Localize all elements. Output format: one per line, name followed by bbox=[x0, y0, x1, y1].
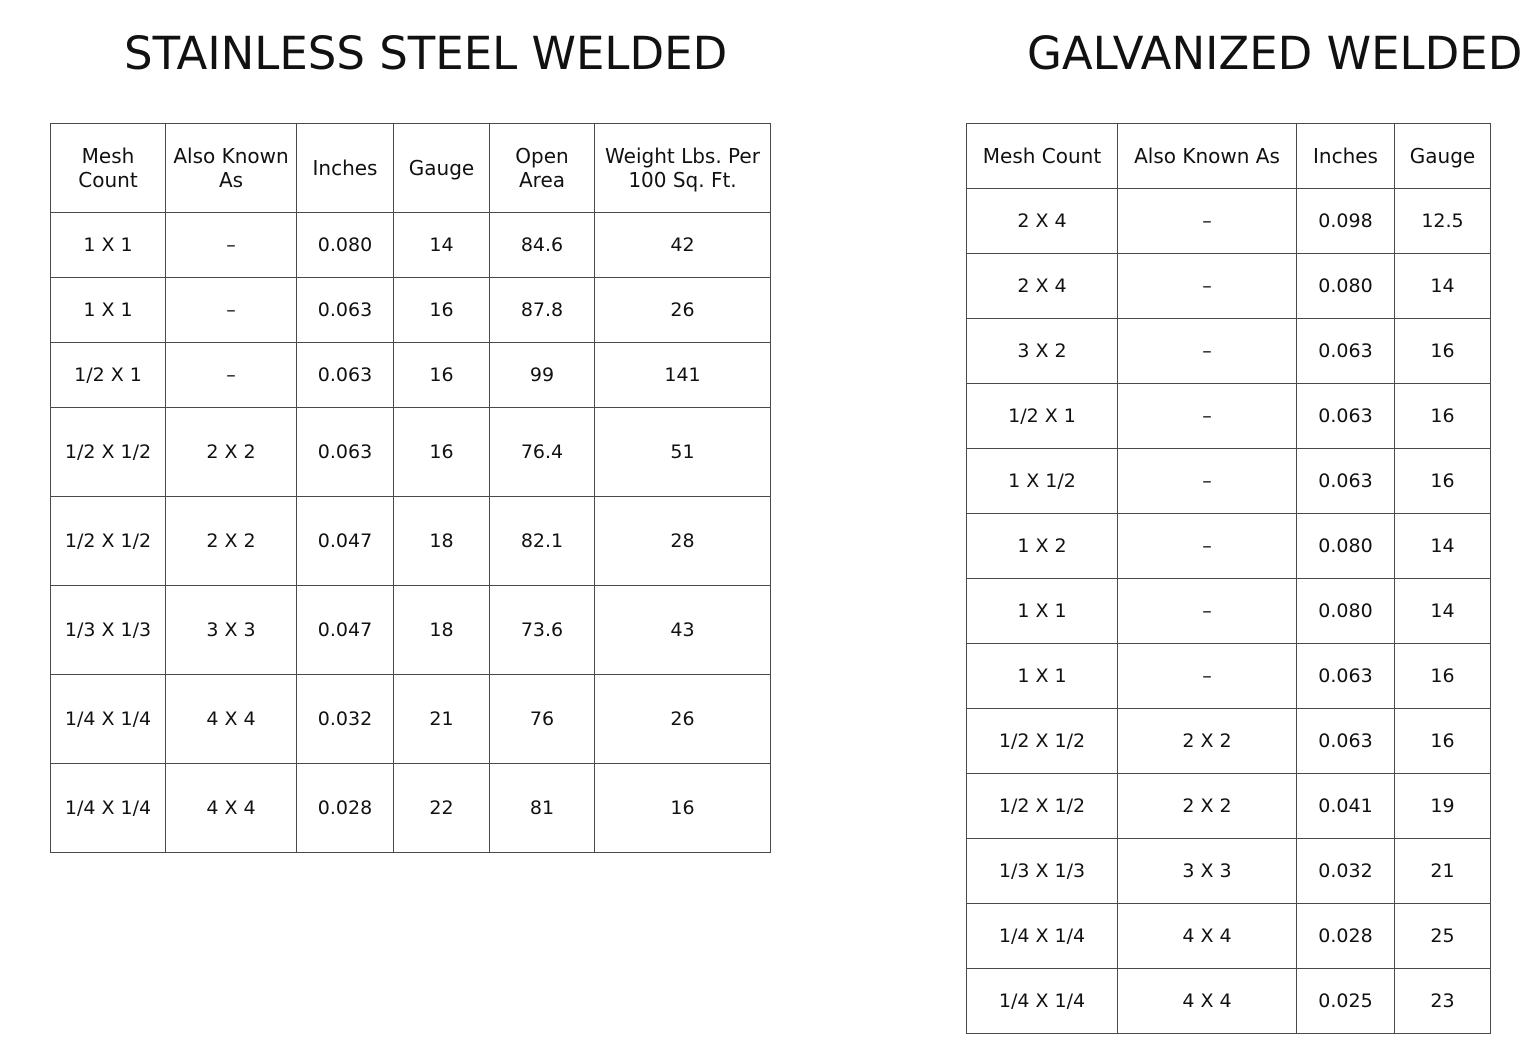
table-cell: 16 bbox=[1395, 644, 1491, 709]
table-cell: 21 bbox=[394, 675, 490, 764]
table-header-row bbox=[51, 124, 771, 213]
table-row bbox=[967, 774, 1491, 839]
table-cell: 1/4 X 1/4 bbox=[51, 675, 166, 764]
table-cell: 0.080 bbox=[297, 213, 394, 278]
table-row bbox=[967, 514, 1491, 579]
table-cell: 16 bbox=[394, 343, 490, 408]
table-cell: 1/2 X 1/2 bbox=[51, 497, 166, 586]
table-cell: 3 X 3 bbox=[1118, 839, 1297, 904]
table-cell: 1/2 X 1/2 bbox=[967, 774, 1118, 839]
column-header: Also Known As bbox=[1118, 124, 1297, 189]
table-cell: 87.8 bbox=[490, 278, 595, 343]
table-cell: 1/4 X 1/4 bbox=[967, 969, 1118, 1034]
galvanized-table bbox=[966, 123, 1491, 1034]
table-cell: 16 bbox=[1395, 319, 1491, 384]
table-cell: 4 X 4 bbox=[1118, 904, 1297, 969]
table-cell: – bbox=[1118, 644, 1297, 709]
table-cell: 1/2 X 1/2 bbox=[967, 709, 1118, 774]
table-row bbox=[967, 449, 1491, 514]
table-cell: 14 bbox=[1395, 579, 1491, 644]
table-cell: 1 X 2 bbox=[967, 514, 1118, 579]
table-cell: 0.080 bbox=[1297, 514, 1395, 579]
table-cell: 0.063 bbox=[297, 343, 394, 408]
table-cell: 2 X 2 bbox=[166, 408, 297, 497]
table-cell: 1/3 X 1/3 bbox=[967, 839, 1118, 904]
table-cell: 0.063 bbox=[1297, 319, 1395, 384]
table-cell: – bbox=[1118, 449, 1297, 514]
table-cell: 1 X 1 bbox=[51, 278, 166, 343]
table-cell: – bbox=[166, 213, 297, 278]
table-cell: 18 bbox=[394, 497, 490, 586]
table-cell: 12.5 bbox=[1395, 189, 1491, 254]
table-row bbox=[51, 278, 771, 343]
column-header: Gauge bbox=[1395, 124, 1491, 189]
table-row bbox=[51, 764, 771, 853]
table-cell: 1/4 X 1/4 bbox=[967, 904, 1118, 969]
table-cell: 0.063 bbox=[1297, 644, 1395, 709]
table-cell: 26 bbox=[595, 278, 771, 343]
column-header: Weight Lbs. Per 100 Sq. Ft. bbox=[595, 124, 771, 213]
table-cell: 84.6 bbox=[490, 213, 595, 278]
table-cell: – bbox=[1118, 384, 1297, 449]
table-cell: 16 bbox=[595, 764, 771, 853]
table-cell: 3 X 2 bbox=[967, 319, 1118, 384]
table-row bbox=[967, 189, 1491, 254]
table-cell: 99 bbox=[490, 343, 595, 408]
table-cell: – bbox=[166, 278, 297, 343]
table-cell: 28 bbox=[595, 497, 771, 586]
table-cell: 21 bbox=[1395, 839, 1491, 904]
table-row bbox=[967, 969, 1491, 1034]
table-cell: 0.025 bbox=[1297, 969, 1395, 1034]
table-cell: 2 X 2 bbox=[166, 497, 297, 586]
table-row bbox=[967, 254, 1491, 319]
table-row bbox=[967, 839, 1491, 904]
table-cell: – bbox=[1118, 579, 1297, 644]
table-cell: 0.047 bbox=[297, 586, 394, 675]
table-cell: 0.080 bbox=[1297, 579, 1395, 644]
table-row bbox=[967, 709, 1491, 774]
table-cell: 1/2 X 1/2 bbox=[51, 408, 166, 497]
table-row bbox=[51, 675, 771, 764]
table-cell: 4 X 4 bbox=[166, 764, 297, 853]
table-row bbox=[967, 644, 1491, 709]
table-cell: 73.6 bbox=[490, 586, 595, 675]
table-cell: 42 bbox=[595, 213, 771, 278]
table-cell: 51 bbox=[595, 408, 771, 497]
column-header: Also Known As bbox=[166, 124, 297, 213]
table-row bbox=[967, 319, 1491, 384]
table-row bbox=[51, 343, 771, 408]
table-cell: 0.028 bbox=[1297, 904, 1395, 969]
table-cell: 25 bbox=[1395, 904, 1491, 969]
table-cell: 141 bbox=[595, 343, 771, 408]
table-cell: 1/3 X 1/3 bbox=[51, 586, 166, 675]
column-header: Gauge bbox=[394, 124, 490, 213]
table-cell: 1/2 X 1 bbox=[51, 343, 166, 408]
table-cell: 16 bbox=[1395, 449, 1491, 514]
galvanized-title: GALVANIZED WELDED bbox=[1027, 27, 1523, 80]
table-cell: 19 bbox=[1395, 774, 1491, 839]
table-cell: 81 bbox=[490, 764, 595, 853]
table-cell: 43 bbox=[595, 586, 771, 675]
table-cell: 16 bbox=[1395, 709, 1491, 774]
table-cell: 0.080 bbox=[1297, 254, 1395, 319]
table-cell: 26 bbox=[595, 675, 771, 764]
table-cell: 82.1 bbox=[490, 497, 595, 586]
table-cell: 1/4 X 1/4 bbox=[51, 764, 166, 853]
column-header: Open Area bbox=[490, 124, 595, 213]
table-cell: 2 X 2 bbox=[1118, 774, 1297, 839]
table-cell: 0.032 bbox=[1297, 839, 1395, 904]
table-cell: 14 bbox=[1395, 254, 1491, 319]
table-cell: 0.063 bbox=[1297, 709, 1395, 774]
table-header-row bbox=[967, 124, 1491, 189]
table-cell: – bbox=[1118, 254, 1297, 319]
stainless-steel-title: STAINLESS STEEL WELDED bbox=[124, 27, 728, 80]
table-cell: 0.028 bbox=[297, 764, 394, 853]
table-cell: 1 X 1 bbox=[967, 644, 1118, 709]
table-cell: 0.041 bbox=[1297, 774, 1395, 839]
table-cell: 0.098 bbox=[1297, 189, 1395, 254]
column-header: Inches bbox=[1297, 124, 1395, 189]
table-cell: – bbox=[1118, 189, 1297, 254]
table-cell: 23 bbox=[1395, 969, 1491, 1034]
table-cell: 16 bbox=[394, 278, 490, 343]
table-cell: 0.063 bbox=[297, 408, 394, 497]
table-cell: 14 bbox=[394, 213, 490, 278]
table-cell: 14 bbox=[1395, 514, 1491, 579]
table-cell: – bbox=[166, 343, 297, 408]
table-cell: 1 X 1 bbox=[51, 213, 166, 278]
stainless-steel-table bbox=[50, 123, 771, 853]
table-cell: 3 X 3 bbox=[166, 586, 297, 675]
table-cell: 16 bbox=[1395, 384, 1491, 449]
table-cell: 1 X 1 bbox=[967, 579, 1118, 644]
table-cell: 76.4 bbox=[490, 408, 595, 497]
table-cell: 76 bbox=[490, 675, 595, 764]
table-cell: 18 bbox=[394, 586, 490, 675]
table-row bbox=[51, 408, 771, 497]
column-header: Mesh Count bbox=[967, 124, 1118, 189]
table-cell: 0.047 bbox=[297, 497, 394, 586]
table-row bbox=[51, 586, 771, 675]
table-cell: 22 bbox=[394, 764, 490, 853]
table-cell: 4 X 4 bbox=[166, 675, 297, 764]
table-cell: 16 bbox=[394, 408, 490, 497]
table-cell: 1/2 X 1 bbox=[967, 384, 1118, 449]
table-row bbox=[51, 213, 771, 278]
table-cell: 0.032 bbox=[297, 675, 394, 764]
table-row bbox=[967, 579, 1491, 644]
table-cell: – bbox=[1118, 319, 1297, 384]
table-cell: 0.063 bbox=[1297, 449, 1395, 514]
table-row bbox=[967, 384, 1491, 449]
table-cell: 2 X 4 bbox=[967, 254, 1118, 319]
table-row bbox=[967, 904, 1491, 969]
table-cell: – bbox=[1118, 514, 1297, 579]
column-header: Mesh Count bbox=[51, 124, 166, 213]
table-cell: 4 X 4 bbox=[1118, 969, 1297, 1034]
table-row bbox=[51, 497, 771, 586]
table-cell: 0.063 bbox=[297, 278, 394, 343]
table-cell: 1 X 1/2 bbox=[967, 449, 1118, 514]
table-cell: 0.063 bbox=[1297, 384, 1395, 449]
column-header: Inches bbox=[297, 124, 394, 213]
table-cell: 2 X 4 bbox=[967, 189, 1118, 254]
table-cell: 2 X 2 bbox=[1118, 709, 1297, 774]
